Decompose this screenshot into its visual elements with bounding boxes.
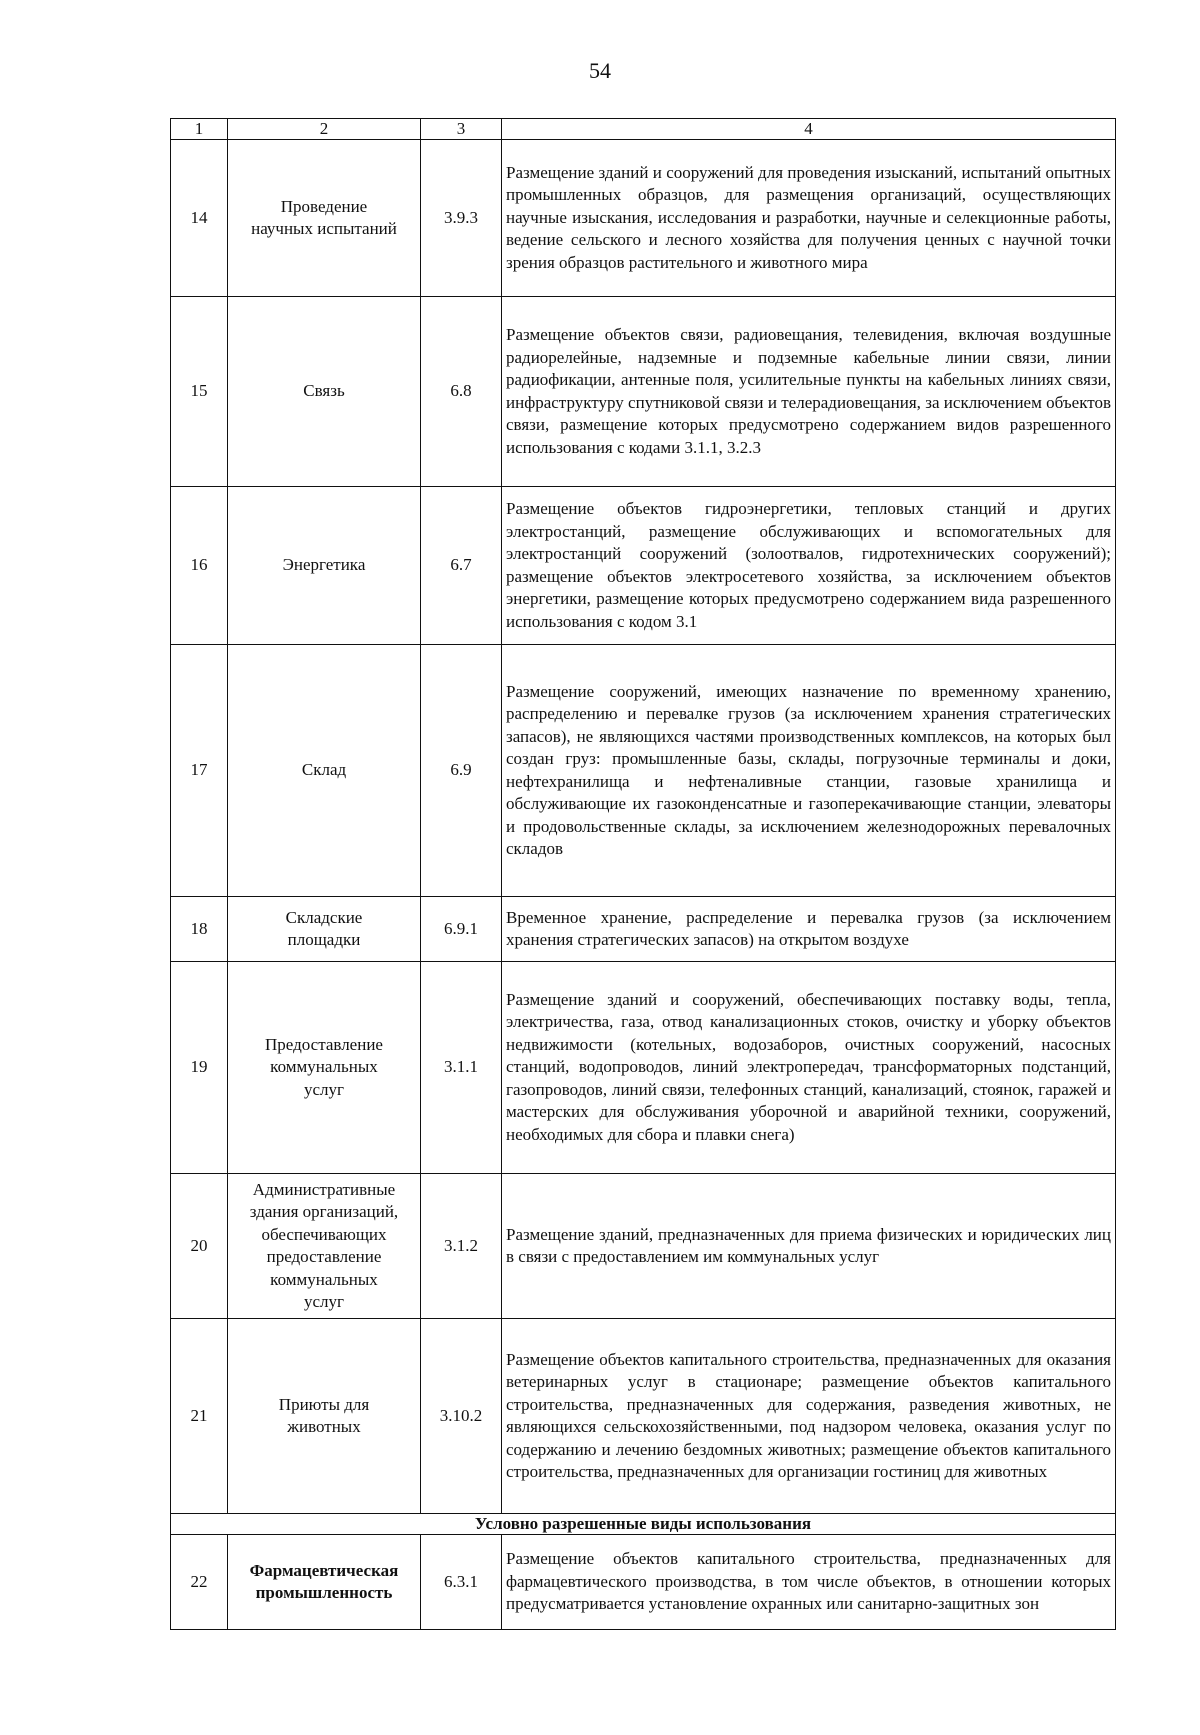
row-number: 17	[171, 645, 228, 897]
use-type-name-line: Складские	[285, 907, 363, 927]
use-type-name-line: Проведение	[280, 196, 368, 216]
row-number: 18	[171, 897, 228, 962]
section-title: Условно разрешенные виды использования	[171, 1514, 1116, 1535]
row-number: 21	[171, 1319, 228, 1514]
use-type-name-line: животных	[287, 1417, 361, 1436]
land-use-table	[170, 118, 1116, 1630]
use-type-code: 3.10.2	[421, 1319, 502, 1514]
use-type-name-line: коммунальных	[270, 1269, 378, 1289]
table-row	[171, 1174, 1116, 1319]
use-type-name	[228, 1319, 421, 1514]
col-header-number: 1	[171, 119, 228, 140]
use-type-name-line: научных испытаний	[251, 219, 397, 238]
use-type-name-line: Предоставление	[265, 1034, 383, 1054]
table-body-section	[171, 1514, 1116, 1535]
use-type-code: 6.9.1	[421, 897, 502, 962]
table-header-row	[171, 119, 1116, 140]
table-row	[171, 962, 1116, 1174]
row-number: 22	[171, 1535, 228, 1630]
table-body-conditional	[171, 1535, 1116, 1630]
use-type-code: 3.1.2	[421, 1174, 502, 1319]
use-type-code: 6.9	[421, 645, 502, 897]
table-row	[171, 645, 1116, 897]
col-header-code: 3	[421, 119, 502, 140]
use-type-name	[228, 297, 421, 487]
use-type-name-line: Склад	[301, 760, 347, 780]
use-type-name-line: площадки	[287, 930, 361, 949]
use-type-description: Размещение сооружений, имеющих назначение по временному хранению, распределению и перевалке грузов (за исключением хранения стратегических запасов), не являющихся частями производственных комплексов, на которых был создан груз: промышленные базы, склады, погрузочные терминалы и доки, нефтехранилища и нефтеналивные станции, газовые хранилища и обслуживающие их газоконденсатные и газоперекачивающие станции, элеваторы и продовольственные склады, за исключением железнодорожных перевалочных складов	[502, 645, 1116, 897]
col-header-name: 2	[228, 119, 421, 140]
page-number: 54	[589, 58, 611, 83]
row-number: 15	[171, 297, 228, 487]
use-type-name-line: промышленность	[255, 1583, 393, 1602]
col-header-description: 4	[502, 119, 1116, 140]
use-type-code: 6.7	[421, 487, 502, 645]
use-type-name	[228, 962, 421, 1174]
use-type-name-line: Связь	[303, 381, 345, 401]
use-type-description: Размещение зданий, предназначенных для приема физических и юридических лиц в связи с предоставлением им коммунальных услуг	[502, 1174, 1116, 1319]
use-type-name-line: Приюты для	[278, 1394, 370, 1414]
table-row	[171, 1319, 1116, 1514]
use-type-code: 3.1.1	[421, 962, 502, 1174]
table-body-main	[171, 140, 1116, 1514]
use-type-name	[228, 1174, 421, 1319]
use-type-description: Размещение зданий и сооружений для проведения изысканий, испытаний опытных промышленных образцов, для размещения организаций, осуществляющих научные изыскания, исследования и разработки, научные и селекционные работы, ведение сельского и лесного хозяйства для получения ценных с научной точки зрения образцов растительного и животного мира	[502, 140, 1116, 297]
table-row	[171, 140, 1116, 297]
use-type-name-line: Административные	[252, 1179, 396, 1199]
row-number: 16	[171, 487, 228, 645]
use-type-name-line: здания организаций,	[249, 1202, 399, 1221]
table-row	[171, 487, 1116, 645]
use-type-name-line: услуг	[303, 1079, 344, 1099]
use-type-name-line: услуг	[303, 1292, 344, 1311]
use-type-name-line: коммунальных	[270, 1057, 378, 1077]
use-type-description: Размещение объектов капитального строительства, предназначенных для фармацевтического производства, в том числе объектов, в отношении которых предусматривается установление охранных или санитарно-защитных зон	[502, 1535, 1116, 1630]
use-type-description: Размещение зданий и сооружений, обеспечивающих поставку воды, тепла, электричества, газа, отвод канализационных стоков, очистку и уборку объектов недвижимости (котельных, водозаборов, очистных сооружений, насосных станций, водопроводов, линий электропередач, трансформаторных подстанций, газопроводов, линий связи, телефонных станций, канализаций, стоянок, гаражей и мастерских для обслуживания уборочной и аварийной техники, сооружений, необходимых для сбора и плавки снега)	[502, 962, 1116, 1174]
use-type-name-line: предоставление	[266, 1247, 382, 1266]
section-header-row	[171, 1514, 1116, 1535]
use-type-description: Размещение объектов гидроэнергетики, тепловых станций и других электростанций, размещение обслуживающих и вспомогательных для электростанций сооружений (золоотвалов, гидротехнических сооружений); размещение объектов электросетевого хозяйства, за исключением объектов энергетики, размещение которых предусмотрено содержанием вида разрешенного использования с кодом 3.1	[502, 487, 1116, 645]
table-row	[171, 1535, 1116, 1630]
use-type-name-line: обеспечивающих	[261, 1224, 387, 1244]
row-number: 14	[171, 140, 228, 297]
use-type-name-line: Энергетика	[282, 555, 366, 575]
use-type-code: 6.3.1	[421, 1535, 502, 1630]
row-number: 20	[171, 1174, 228, 1319]
use-type-name	[228, 897, 421, 962]
use-type-description: Размещение объектов связи, радиовещания, телевидения, включая воздушные радиорелейные, надземные и подземные кабельные линии связи, линии радиофикации, антенные поля, усилительные пункты на кабельных линиях связи, инфраструктуру спутниковой связи и телерадиовещания, за исключением объектов связи, размещение которых предусмотрено содержанием видов разрешенного использования с кодами 3.1.1, 3.2.3	[502, 297, 1116, 487]
use-type-name	[228, 645, 421, 897]
use-type-code: 6.8	[421, 297, 502, 487]
use-type-code: 3.9.3	[421, 140, 502, 297]
use-type-name-line: Фармацевтическая	[249, 1560, 399, 1580]
use-type-name	[228, 487, 421, 645]
use-type-name	[228, 140, 421, 297]
row-number: 19	[171, 962, 228, 1174]
use-type-description: Временное хранение, распределение и перевалка грузов (за исключением хранения стратегических запасов) на открытом воздухе	[502, 897, 1116, 962]
use-type-description: Размещение объектов капитального строительства, предназначенных для оказания ветеринарных услуг в стационаре; размещение объектов капитального строительства, предназначенных для содержания, разведения животных, не являющихся сельскохозяйственными, под надзором человека, оказания услуг по содержанию и лечению бездомных животных; размещение объектов капитального строительства, предназначенных для организации гостиниц для животных	[502, 1319, 1116, 1514]
table-row	[171, 297, 1116, 487]
table-row	[171, 897, 1116, 962]
use-type-name	[228, 1535, 421, 1630]
